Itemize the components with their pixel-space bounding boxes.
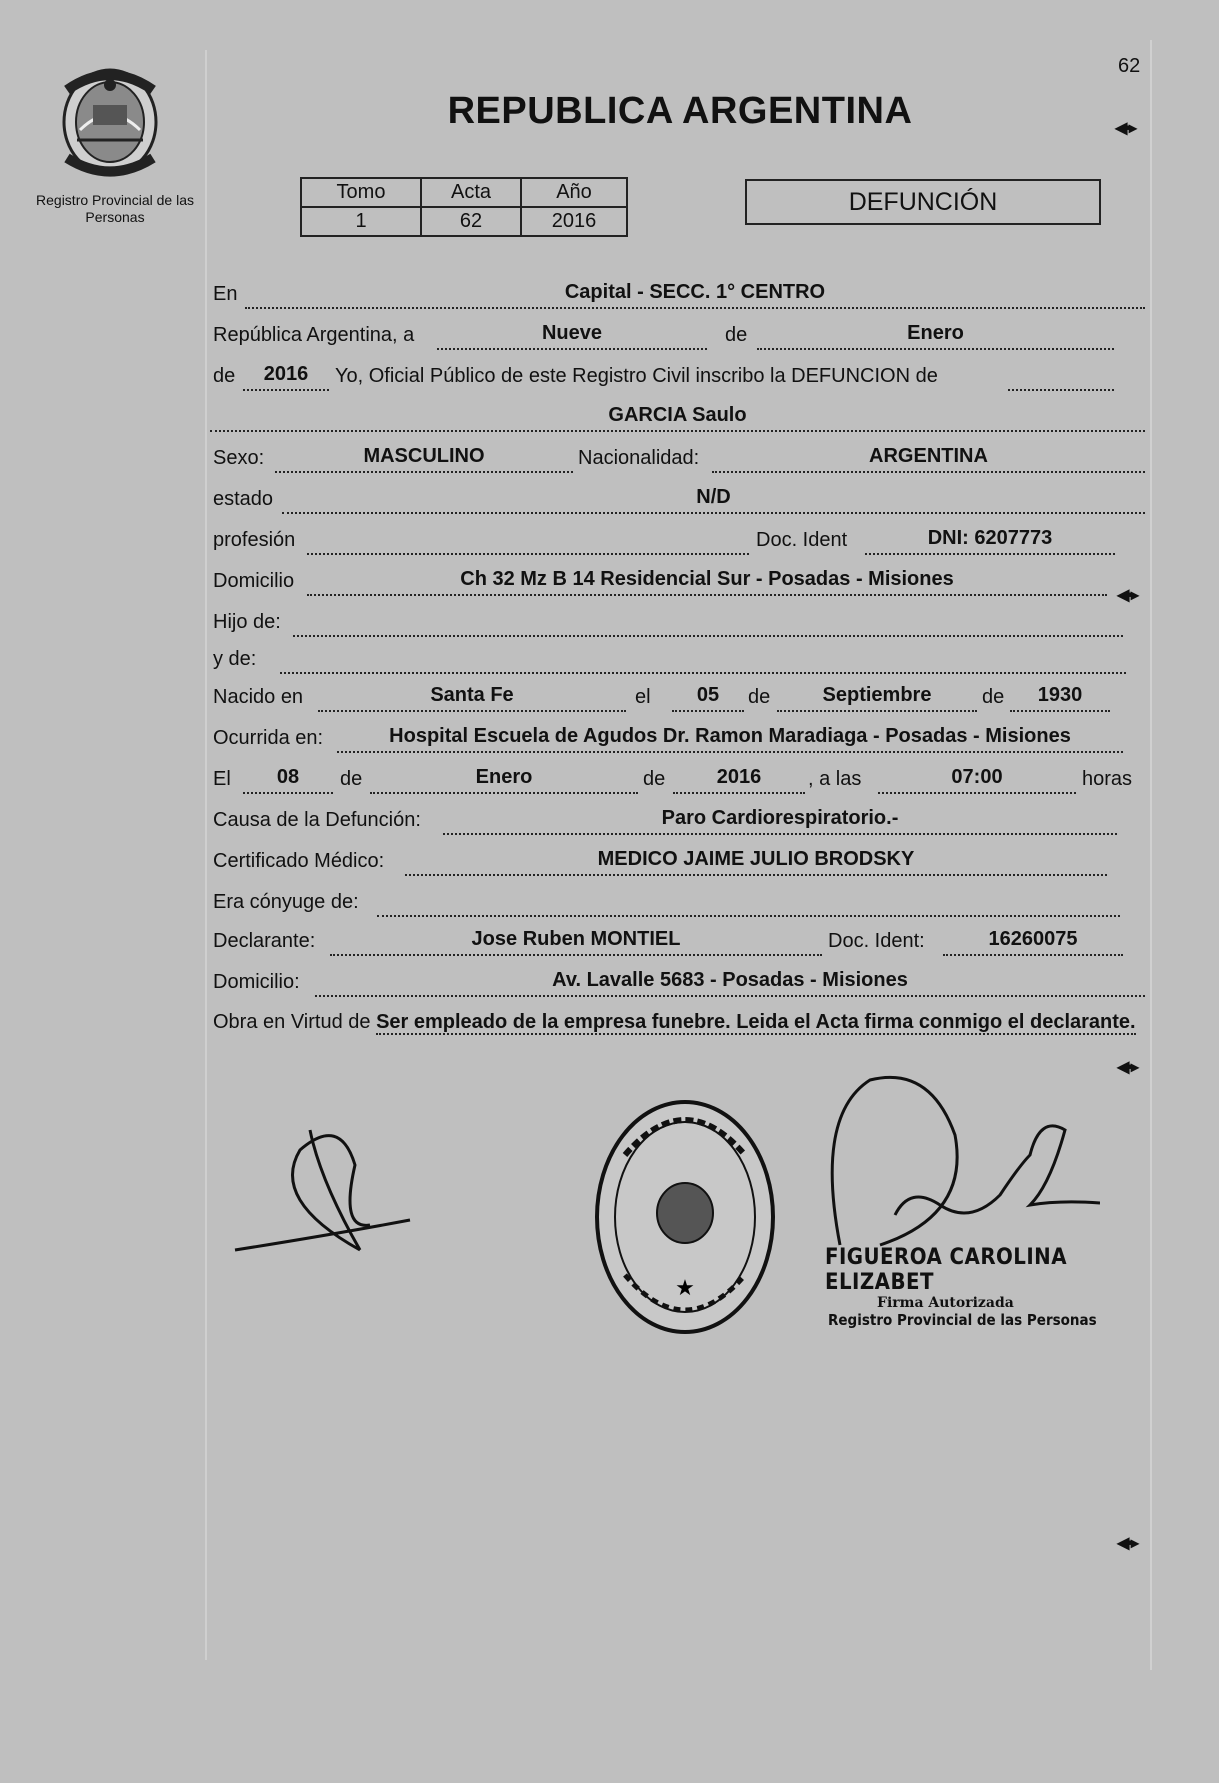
margin-arrow-icon: ◀•▸ xyxy=(1117,1059,1137,1076)
anio-label: Año xyxy=(521,178,627,207)
alas-label: , a las xyxy=(808,768,862,790)
svg-text:★: ★ xyxy=(675,1276,695,1301)
conyuge-label: Era cónyuge de: xyxy=(213,891,359,913)
republica-label: República Argentina, a xyxy=(213,324,415,346)
nacimiento-mes-field: Septiembre xyxy=(777,684,977,712)
nacido-field: Santa Fe xyxy=(318,684,626,712)
oficial-signature xyxy=(820,1075,1100,1255)
registro-seal xyxy=(590,1095,780,1340)
muerte-anio-field: 2016 xyxy=(673,766,805,794)
domicilio-label: Domicilio xyxy=(213,570,295,592)
tomo-label: Tomo xyxy=(301,178,421,207)
causa-field: Paro Cardiorespiratorio.- xyxy=(443,807,1117,835)
doc-field: DNI: 6207773 xyxy=(865,527,1115,555)
dia-field: Nueve xyxy=(437,322,707,350)
firma-autorizada-label: Firma Autorizada xyxy=(877,1295,1014,1311)
margin-line xyxy=(205,50,207,1660)
estado-label: estado xyxy=(213,488,274,510)
mes-field: Enero xyxy=(757,322,1114,350)
certificado-field: MEDICO JAIME JULIO BRODSKY xyxy=(405,848,1107,876)
declarante-field: Jose Ruben MONTIEL xyxy=(330,928,822,956)
muerte-mes-field: Enero xyxy=(370,766,638,794)
yo-text: Yo, Oficial Público de este Registro Civil inscribo la DEFUNCION de xyxy=(335,365,938,387)
margin-arrow-icon: ◀•▸ xyxy=(1117,587,1137,604)
hijo-field xyxy=(293,609,1123,637)
nombre-field: GARCIA Saulo xyxy=(210,404,1145,432)
misiones-emblem-icon xyxy=(55,60,165,180)
de-label: de xyxy=(643,768,666,790)
conyuge-field xyxy=(377,889,1120,917)
obra-label: Obra en Virtud de xyxy=(213,1011,371,1033)
estado-field: N/D xyxy=(282,486,1145,514)
nacionalidad-label: Nacionalidad: xyxy=(578,447,700,469)
acta-value: 62 xyxy=(421,207,521,236)
page-number: 62 xyxy=(1118,55,1141,77)
yde-label: y de: xyxy=(213,648,257,670)
horas-label: horas xyxy=(1082,768,1133,790)
lugar-field: Capital - SECC. 1° CENTRO xyxy=(245,281,1145,309)
domicilio-field: Ch 32 Mz B 14 Residencial Sur - Posadas - Misiones xyxy=(307,568,1107,596)
declarante-doc-field: 16260075 xyxy=(943,928,1123,956)
extra-blank-field xyxy=(1008,363,1114,391)
sexo-field: MASCULINO xyxy=(275,445,573,473)
de-label: de xyxy=(748,686,771,708)
causa-label: Causa de la Defunción: xyxy=(213,809,421,831)
obra-en-virtud xyxy=(213,1008,1145,1036)
de-label: de xyxy=(213,365,236,387)
nacimiento-dia-field: 05 xyxy=(672,684,744,712)
declarante-signature xyxy=(230,1120,430,1270)
tomo-value: 1 xyxy=(301,207,421,236)
declarante-doc-label: Doc. Ident: xyxy=(828,930,925,952)
doc-label: Doc. Ident xyxy=(756,529,848,551)
registro-label: Registro Provincial de las Personas xyxy=(828,1311,1097,1329)
declarante-label: Declarante: xyxy=(213,930,316,952)
en-label: En xyxy=(213,283,238,305)
de-label: de xyxy=(725,324,748,346)
margin-arrow-icon: ◀•▸ xyxy=(1117,1535,1137,1552)
de-label: de xyxy=(340,768,363,790)
right-margin-line xyxy=(1150,40,1152,1670)
profesion-label: profesión xyxy=(213,529,296,551)
certificado-label: Certificado Médico: xyxy=(213,850,385,872)
nacido-label: Nacido en xyxy=(213,686,304,708)
anio-value: 2016 xyxy=(521,207,627,236)
hora-field: 07:00 xyxy=(878,766,1076,794)
el-label: el xyxy=(635,686,651,708)
yde-field xyxy=(280,646,1126,674)
record-type-box: DEFUNCIÓN xyxy=(745,179,1101,225)
acta-label: Acta xyxy=(421,178,521,207)
anio-field: 2016 xyxy=(243,363,329,391)
document-title: REPUBLICA ARGENTINA xyxy=(447,90,913,132)
nacimiento-anio-field: 1930 xyxy=(1010,684,1110,712)
muerte-dia-field: 08 xyxy=(243,766,333,794)
tomo-acta-anio-table xyxy=(300,177,628,237)
obra-text: Ser empleado de la empresa funebre. Leida el Acta firma conmigo el declarante. xyxy=(376,1011,1136,1033)
hijo-label: Hijo de: xyxy=(213,611,281,633)
de-label: de xyxy=(982,686,1005,708)
registro-provincial-label: Registro Provincial de las Personas xyxy=(36,192,194,225)
el-label: El xyxy=(213,768,231,790)
nacionalidad-field: ARGENTINA xyxy=(712,445,1145,473)
declarante-domicilio-field: Av. Lavalle 5683 - Posadas - Misiones xyxy=(315,969,1145,997)
oficial-name: FIGUEROA CAROLINA ELIZABET xyxy=(825,1245,1067,1295)
firma-autorizada-stamp xyxy=(825,1245,1219,1329)
ocurrida-label: Ocurrida en: xyxy=(213,727,324,749)
sexo-label: Sexo: xyxy=(213,447,265,469)
margin-arrow-icon: ◀•▸ xyxy=(1115,120,1135,137)
ocurrida-field: Hospital Escuela de Agudos Dr. Ramon Maradiaga - Posadas - Misiones xyxy=(337,725,1123,753)
profesion-field xyxy=(307,527,749,555)
declarante-domicilio-label: Domicilio: xyxy=(213,971,300,993)
